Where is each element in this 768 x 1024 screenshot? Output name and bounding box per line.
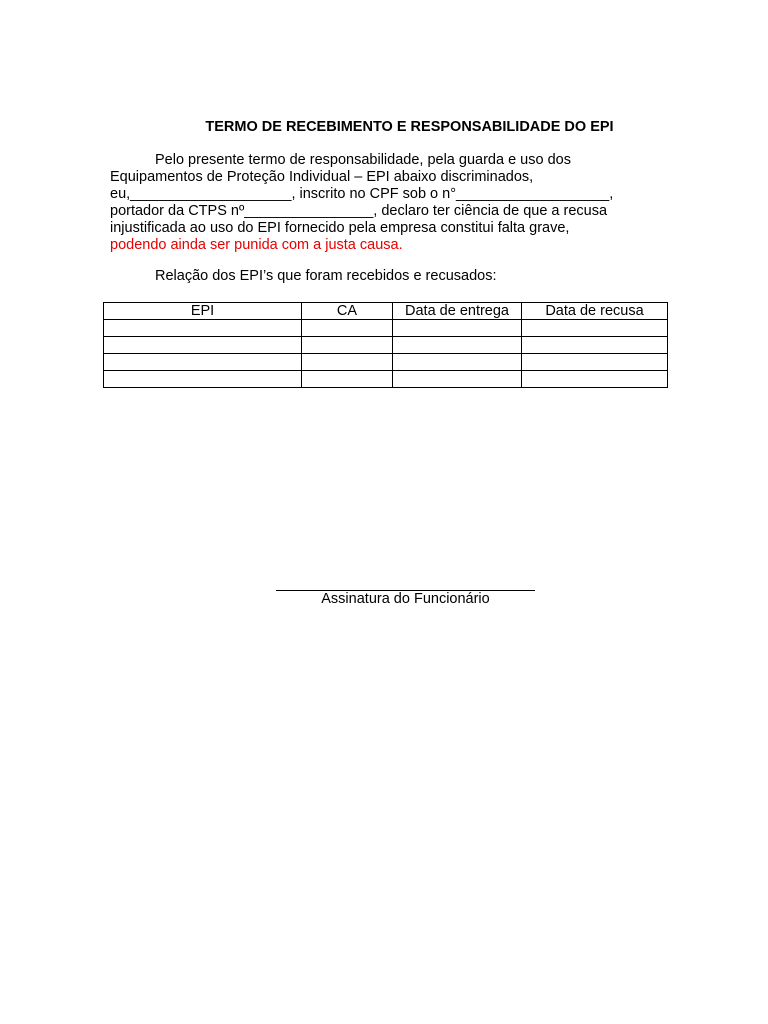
responsibility-paragraph [110,152,657,254]
paragraph-line-3: eu,____________________, inscrito no CPF sob o n°___________________, [110,186,614,202]
table-cell[interactable] [522,320,668,337]
table-cell[interactable] [104,337,302,354]
paragraph-line-5: injustificada ao uso do EPI fornecido pela empresa constitui falta grave, [110,220,570,236]
table-row [104,371,668,388]
relacao-text: Relação dos EPI’s que foram recebidos e recusados: [155,268,497,284]
table-cell[interactable] [393,320,522,337]
paragraph-highlight: podendo ainda ser punida com a justa causa. [110,237,403,253]
table-cell[interactable] [393,371,522,388]
table-cell[interactable] [104,371,302,388]
header-data-entrega: Data de entrega [393,303,522,320]
table-cell[interactable] [393,337,522,354]
paragraph-line-2: Equipamentos de Proteção Individual – EPI abaixo discriminados, [110,169,534,185]
document-title: TERMO DE RECEBIMENTO E RESPONSABILIDADE DO EPI [205,119,614,135]
paragraph-line-1: Pelo presente termo de responsabilidade, pela guarda e uso dos [155,152,571,168]
table-cell[interactable] [104,320,302,337]
table-row [104,337,668,354]
table-cell[interactable] [302,337,393,354]
table-cell[interactable] [522,371,668,388]
table-cell[interactable] [302,371,393,388]
signature-label: Assinatura do Funcionário [321,591,490,607]
table-cell[interactable] [104,354,302,371]
header-data-recusa: Data de recusa [522,303,668,320]
table-cell[interactable] [393,354,522,371]
table-cell[interactable] [302,354,393,371]
table-row [104,354,668,371]
epi-table [103,302,668,388]
table-cell[interactable] [522,354,668,371]
table-header-row [104,303,668,320]
table-row [104,320,668,337]
header-ca: CA [302,303,393,320]
table-cell[interactable] [302,320,393,337]
paragraph-line-4: portador da CTPS nº________________, declaro ter ciência de que a recusa [110,203,608,219]
table-cell[interactable] [522,337,668,354]
header-epi: EPI [104,303,302,320]
